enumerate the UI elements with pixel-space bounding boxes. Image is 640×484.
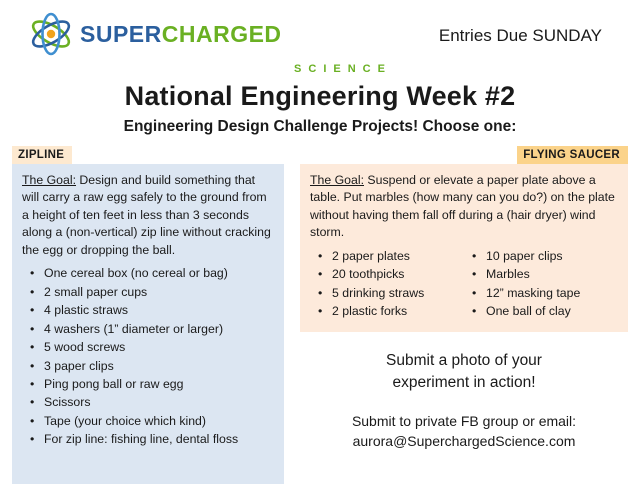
saucer-goal-text: Suspend or elevate a paper plate above a table. Put marbles (how many can you do?) on the plate without having them fall off during a (hair dryer) wind storm. [310,173,615,240]
logo-wordmark [80,20,282,47]
logo-word-super: SUPER [80,20,162,47]
saucer-materials-left [310,248,464,322]
entries-due-text: Entries Due SUNDAY [438,26,602,45]
list-item: • Marbles [484,266,618,283]
list-item: • 2 paper plates [330,248,464,265]
submit-email: aurora@SuperchargedScience.com [352,432,576,449]
zipline-goal-label: The Goal: [22,173,76,187]
page-subtitle: Engineering Design Challenge Projects! Choose one: [123,118,517,135]
saucer-materials [310,248,618,322]
logo-word-charged: CHARGED [161,20,282,47]
saucer-tab-label: FLYING SAUCER [517,146,628,164]
list-item: • One ball of clay [484,303,618,320]
list-item: • 5 wood screws [42,339,274,356]
list-item: • Scissors [42,394,274,411]
list-item: • 20 toothpicks [330,266,464,283]
saucer-panel [300,164,628,332]
list-item: • 5 drinking straws [330,285,464,302]
saucer-goal [310,172,618,242]
list-item: • 4 plastic straws [42,302,274,319]
list-item: • 3 paper clips [42,358,274,375]
zipline-panel [12,164,284,484]
content-columns [12,145,628,484]
zipline-goal [22,172,274,259]
list-item: • For zip line: fishing line, dental floss [42,431,274,448]
logo-text [80,20,282,47]
header [12,8,628,60]
saucer-column [300,145,628,451]
list-item: • 10 paper clips [484,248,618,265]
submit-line-1: Submit to private FB group or email: [351,412,577,429]
closing-instruction [300,350,628,395]
list-item: • One cereal box (no cereal or bag) [42,265,274,282]
list-item: • Ping pong ball or raw egg [42,376,274,393]
submit-instruction [300,411,628,452]
list-item: • 2 plastic forks [330,303,464,320]
list-item: • 12” masking tape [484,285,618,302]
list-item: • 2 small paper cups [42,284,274,301]
zipline-tab-label: ZIPLINE [12,146,72,164]
zipline-materials-list [22,265,274,449]
logo [28,11,282,57]
saucer-goal-label: The Goal: [310,173,364,187]
saucer-tab-row [300,145,628,164]
closing-line-2: experiment in action! [392,374,536,392]
zipline-goal-text: Design and build something that will carry a raw egg safely to the ground from a height of ten feet in less than 3 seconds along a (non-vertical) zip line without cracking the egg or dropping the ball. [22,173,271,257]
closing-line-1: Submit a photo of your [386,351,542,369]
list-item: • 4 washers (1” diameter or larger) [42,321,274,338]
saucer-materials-right [464,248,618,322]
page-title: National Engineering Week #2 [124,81,516,111]
atom-icon [28,11,74,57]
list-item: • Tape (your choice which kind) [42,413,274,430]
zipline-tab-row [12,145,284,164]
logo-subtitle: SCIENCE [294,63,392,75]
zipline-column [12,145,284,484]
